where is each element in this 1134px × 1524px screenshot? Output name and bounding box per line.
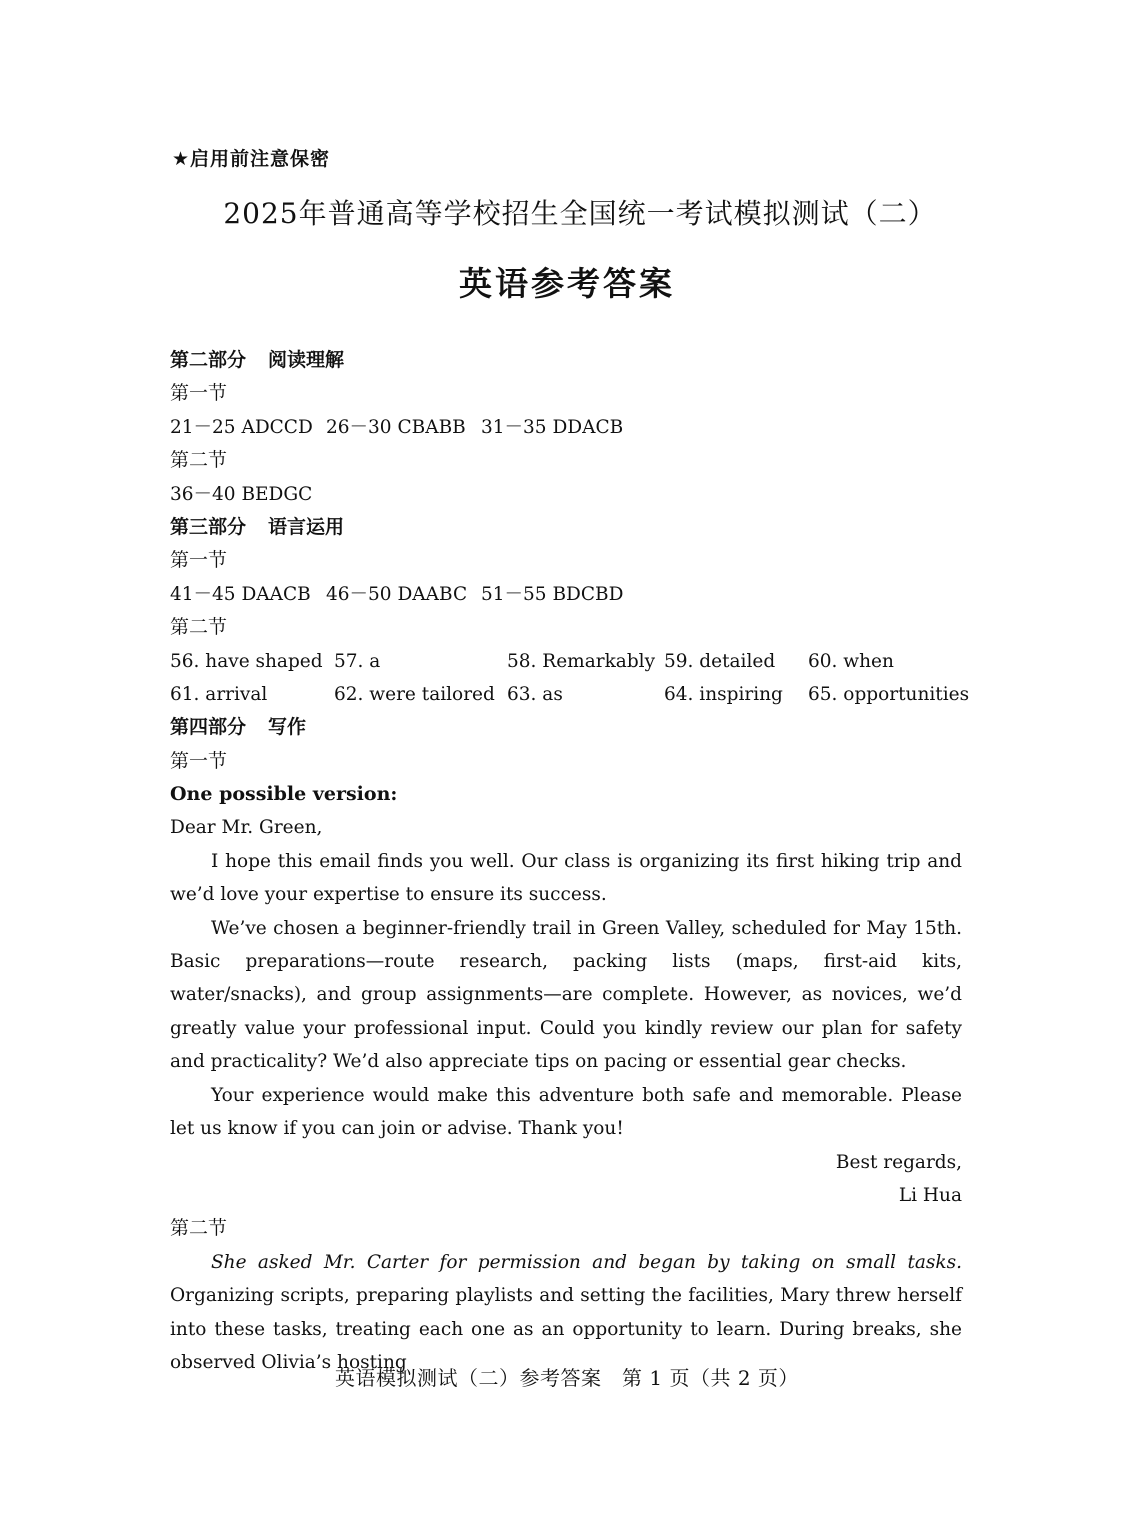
part4-section2-label: 第二节	[170, 1217, 228, 1240]
part2-section1-answers	[170, 411, 962, 444]
part4-heading-number: 第四部分	[170, 716, 247, 739]
exam-title: 2025年普通高等学校招生全国统一考试模拟测试（二）	[223, 197, 937, 230]
answer-content	[170, 344, 970, 1379]
answer-group: 36－40 BEDGC	[170, 483, 313, 505]
answer-group: 31－35 DDACB	[481, 416, 624, 438]
answer-group: 41－45 DAACB	[170, 583, 311, 605]
answer-group: 46－50 DAABC	[326, 583, 468, 605]
letter-paragraph: I hope this email finds you well. Our class is organizing its first hiking trip and we’d love your expertise to ensure its success.	[170, 850, 962, 906]
part4-heading-name: 写作	[268, 716, 307, 739]
part3-section2-row2	[170, 678, 970, 711]
grammar-answer: 61. arrival	[170, 683, 268, 705]
part3-section2-label: 第二节	[170, 616, 228, 639]
part2-heading	[170, 344, 962, 377]
letter-signature: Li Hua	[898, 1184, 962, 1206]
part2-section2-label: 第二节	[170, 449, 228, 472]
part3-section2-row1	[170, 645, 962, 678]
answer-group: 51－55 BDCBD	[481, 583, 624, 605]
part3-heading-number: 第三部分	[170, 515, 247, 538]
part2-heading-name: 阅读理解	[268, 349, 345, 371]
part3-section1-label: 第一节	[170, 549, 228, 572]
grammar-answer: 59. detailed	[664, 650, 776, 672]
letter-paragraph: We’ve chosen a beginner-friendly trail in Green Valley, scheduled for May 15th. Basic preparations—route research, packing lists (maps, first-aid kits, water/snacks), and group assignments—are complete. However, as novices, we’d greatly value your professional input. Could you kindly review our plan for safety and practicality? We’d also appreciate tips on pacing or essential gear checks.	[170, 917, 962, 1073]
part3-section1-answers	[170, 578, 962, 611]
part3-heading	[170, 511, 962, 544]
document-title: 英语参考答案	[459, 264, 675, 303]
grammar-answer: 57. a	[334, 650, 381, 672]
letter-greeting: Dear Mr. Green,	[170, 817, 323, 839]
grammar-answer: 63. as	[507, 683, 563, 705]
grammar-answer: 64. inspiring	[664, 683, 783, 705]
part2-section1-label: 第一节	[170, 382, 228, 405]
continuation-given-sentence: She asked Mr. Carter for permission and began by taking on small tasks.	[211, 1251, 962, 1273]
part2-section2-answers	[170, 478, 962, 511]
letter-paragraph: Your experience would make this adventure both safe and memorable. Please let us know if you can join or advise. Thank you!	[170, 1084, 962, 1140]
answer-group: 26－30 CBABB	[326, 416, 466, 438]
part4-heading	[170, 711, 962, 744]
part4-section1-label: 第一节	[170, 749, 228, 772]
grammar-answer: 60. when	[808, 650, 894, 672]
part2-heading-number: 第二部分	[170, 349, 247, 371]
grammar-answer: 62. were tailored	[334, 683, 495, 705]
grammar-answer: 56. have shaped	[170, 650, 323, 672]
letter-closing: Best regards,	[835, 1151, 962, 1173]
page-footer: 英语模拟测试（二）参考答案 第 1 页（共 2 页）	[335, 1366, 799, 1390]
version-label: One possible version:	[170, 783, 398, 806]
part3-heading-name: 语言运用	[268, 515, 345, 538]
answer-group: 21－25 ADCCD	[170, 416, 313, 438]
grammar-answer: 65. opportunities	[808, 683, 970, 705]
continuation-text: Organizing scripts, preparing playlists and setting the facilities, Mary threw herself into these tasks, treating each one as an opportunity to learn. During breaks, she observed Olivia’s hosting	[170, 1285, 962, 1373]
grammar-answer: 58. Remarkably	[507, 650, 656, 672]
confidential-notice: ★启用前注意保密	[172, 148, 331, 170]
continuation-paragraph	[170, 1246, 962, 1380]
